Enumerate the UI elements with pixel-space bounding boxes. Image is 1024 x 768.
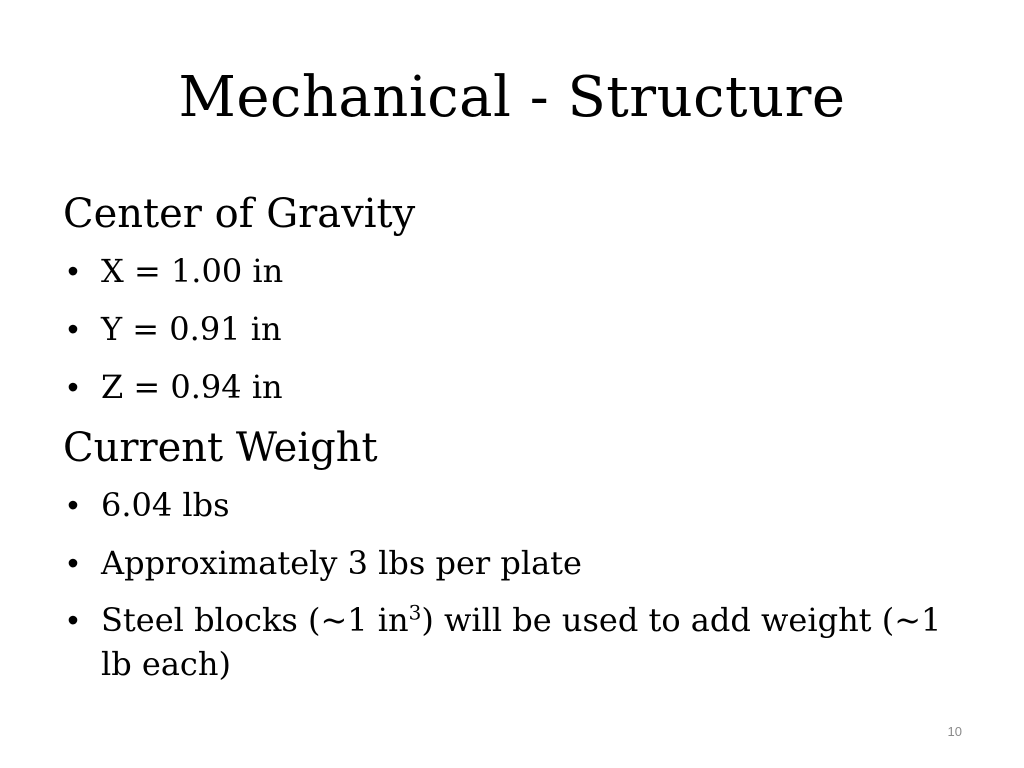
bullet-icon: •: [67, 487, 79, 523]
bullet-icon: •: [67, 311, 79, 347]
list-item: [63, 364, 973, 410]
weight-total: 6.04 lbs: [101, 486, 230, 524]
center-of-gravity-list: [63, 248, 973, 410]
cubic-superscript: 3: [408, 600, 422, 625]
slide-title: Mechanical - Structure: [178, 65, 846, 130]
cog-x-value: X = 1.00 in: [101, 252, 284, 290]
bullet-icon: •: [67, 369, 79, 405]
list-item: [63, 598, 973, 686]
slide-number: 10: [947, 724, 962, 739]
list-item: [63, 540, 973, 586]
slide-content: [63, 188, 973, 698]
current-weight-heading: Current Weight: [63, 425, 378, 471]
steel-blocks-text: [101, 601, 941, 683]
weight-per-plate: Approximately 3 lbs per plate: [101, 544, 582, 582]
bullet-icon: •: [67, 602, 79, 638]
steel-blocks-text-end: ) will be used to add weight (~1 lb each): [101, 601, 942, 683]
list-item: [63, 482, 973, 528]
center-of-gravity-heading: Center of Gravity: [63, 191, 416, 237]
cog-z-value: Z = 0.94 in: [101, 368, 283, 406]
current-weight-list: [63, 482, 973, 686]
bullet-icon: •: [67, 545, 79, 581]
steel-blocks-text-start: Steel blocks (~1 in: [101, 601, 409, 639]
bullet-icon: •: [67, 253, 79, 289]
list-item: [63, 306, 973, 352]
list-item: [63, 248, 973, 294]
cog-y-value: Y = 0.91 in: [101, 310, 282, 348]
